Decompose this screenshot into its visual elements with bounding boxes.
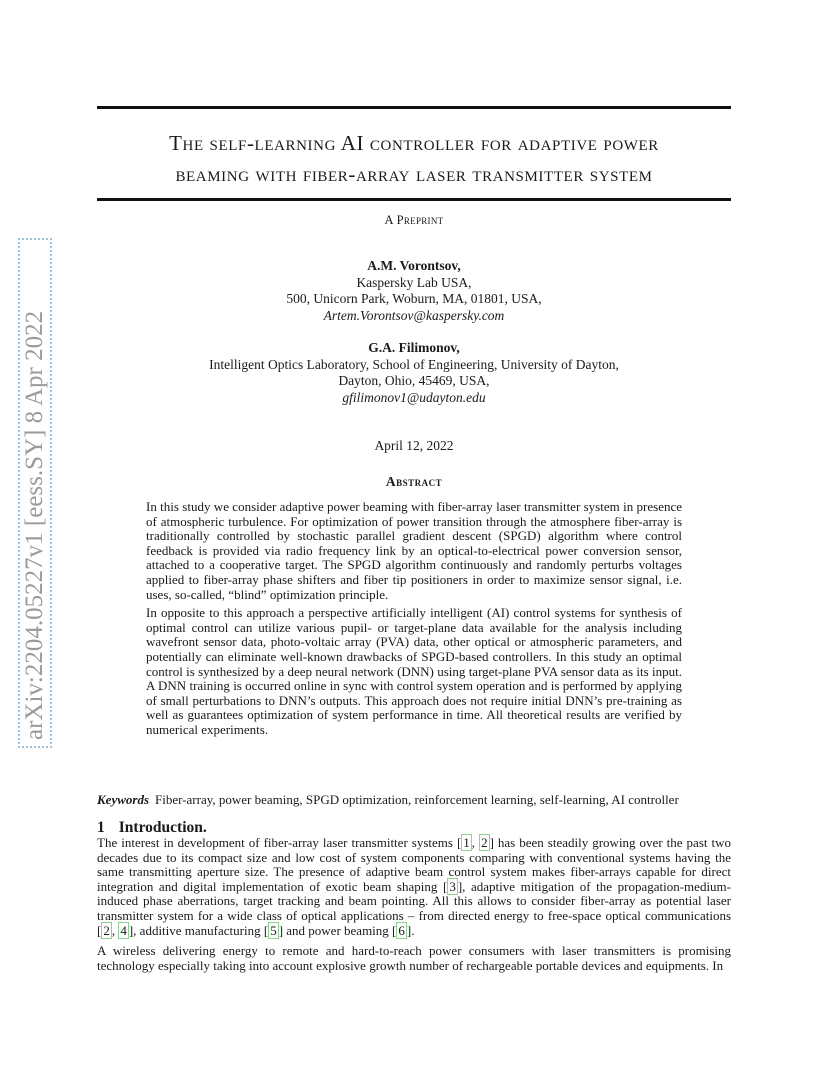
text-run: The interest in development of fiber-array laser transmitter systems [: [97, 835, 462, 850]
author-block-2: [97, 340, 731, 406]
author-name: A.M. Vorontsov,: [367, 258, 461, 273]
paper-date: April 12, 2022: [374, 438, 454, 453]
citation-link[interactable]: 3: [449, 878, 456, 894]
abstract-paragraph: In this study we consider adaptive power beaming with fiber-array laser transmitter system in presence of atmospheric turbulence. For optimization of power transition through the atmosphere fiber-array is traditionally controlled by stochastic parallel gradient descent (SPGD) algorithm where control feedback is provided via radio frequency link by an optical-to-electrical power conversion sensor, attached to a cooperative target. The SPGD algorithm continuously and randomly perturbs voltages applied to fiber-array phase shifters and fiber tip positioners in order to maximize sensor signal, i.e. uses, so-called, “blind” optimization principle.: [146, 499, 682, 602]
author-address: Dayton, Ohio, 45469, USA,: [338, 373, 490, 388]
text-run: ] has been steadily growing over the past two decades due to its compact size and low cost of system components comparing with conventional systems having the same transmitting aperture size. The presence of adaptive beam control system makes fiber-arrays capable for direct integration and digital implementation of exotic beam shaping [: [97, 835, 732, 894]
abstract-body: [146, 500, 682, 742]
citation-link[interactable]: 6: [398, 922, 405, 938]
author-name: G.A. Filimonov,: [368, 340, 460, 355]
keywords: [97, 792, 731, 808]
section-number: 1: [97, 819, 105, 836]
author-affiliation: Intelligent Optics Laboratory, School of Engineering, University of Dayton,: [209, 356, 619, 372]
arxiv-stamp[interactable]: arXiv:2204.05227v1 [eess.SY] 8 Apr 2022: [18, 238, 52, 748]
title-rule-top: [97, 106, 731, 109]
body-text: [97, 836, 731, 979]
preprint-label: A Preprint: [384, 213, 444, 227]
abstract-heading: Abstract: [385, 474, 443, 489]
section-title: Introduction.: [118, 819, 207, 836]
citation-link[interactable]: 1: [463, 835, 470, 850]
author-block-1: [97, 258, 731, 324]
text-run: ], adaptive mitigation of the propagation-medium-induced phase aberrations, target tracking and beam pointing. All this allows to consider fiber-array as potential laser transmitter system for a wide class of optical applications – from directed energy to free-space optical communications [: [97, 878, 731, 938]
citation-link[interactable]: 5: [270, 922, 277, 938]
body-paragraph: [97, 836, 731, 938]
author-email[interactable]: gfilimonov1@udayton.edu: [342, 389, 486, 405]
keywords-text: Fiber-array, power beaming, SPGD optimization, reinforcement learning, self-learning, AI controller: [155, 792, 679, 807]
author-email[interactable]: Artem.Vorontsov@kaspersky.com: [323, 307, 505, 323]
title-rule-bottom: [97, 198, 731, 201]
keywords-label: Keywords: [97, 792, 149, 807]
text-run: ,: [111, 922, 119, 938]
text-run: ,: [471, 835, 480, 850]
author-affiliation: Kaspersky Lab USA,: [356, 274, 472, 290]
paper-title: [97, 128, 731, 190]
author-address: 500, Unicorn Park, Woburn, MA, 01801, USA,: [286, 291, 542, 306]
title-line-1: The self-learning AI controller for adaptive power: [169, 131, 659, 155]
text-run: ], additive manufacturing [: [128, 922, 269, 938]
citation-link[interactable]: 4: [120, 922, 127, 938]
body-paragraph: A wireless delivering energy to remote and hard-to-reach power consumers with laser transmitters is promising technology especially taking into account explosive growth number of rechargeable portable devices and equipments. In: [97, 943, 731, 973]
citation-link[interactable]: 2: [103, 922, 110, 938]
citation-link[interactable]: 2: [481, 835, 488, 850]
title-line-2: beaming with fiber-array laser transmitter system: [175, 162, 653, 186]
text-run: ].: [406, 922, 415, 938]
text-run: ] and power beaming [: [278, 922, 397, 938]
abstract-paragraph: In opposite to this approach a perspective artificially intelligent (AI) control systems for synthesis of optimal control can utilize various pupil- or target-plane data available for the analysis including wavefront sensor data, photo-voltaic array (PVA) data, other optical or atmospheric parameters, and potentially can eliminate well-known drawbacks of SPGD-based controllers. In this study an optimal control is synthesized by a deep neural network (DNN) using target-plane PVA sensor data as its input. A DNN training is occurred online in sync with control system operation and is performed by applying of small perturbations to DNN’s outputs. This approach does not require initial DNN’s pre-training as well as guarantees optimization of system performance in time. All theoretical results are verified by numerical experiments.: [146, 605, 682, 737]
